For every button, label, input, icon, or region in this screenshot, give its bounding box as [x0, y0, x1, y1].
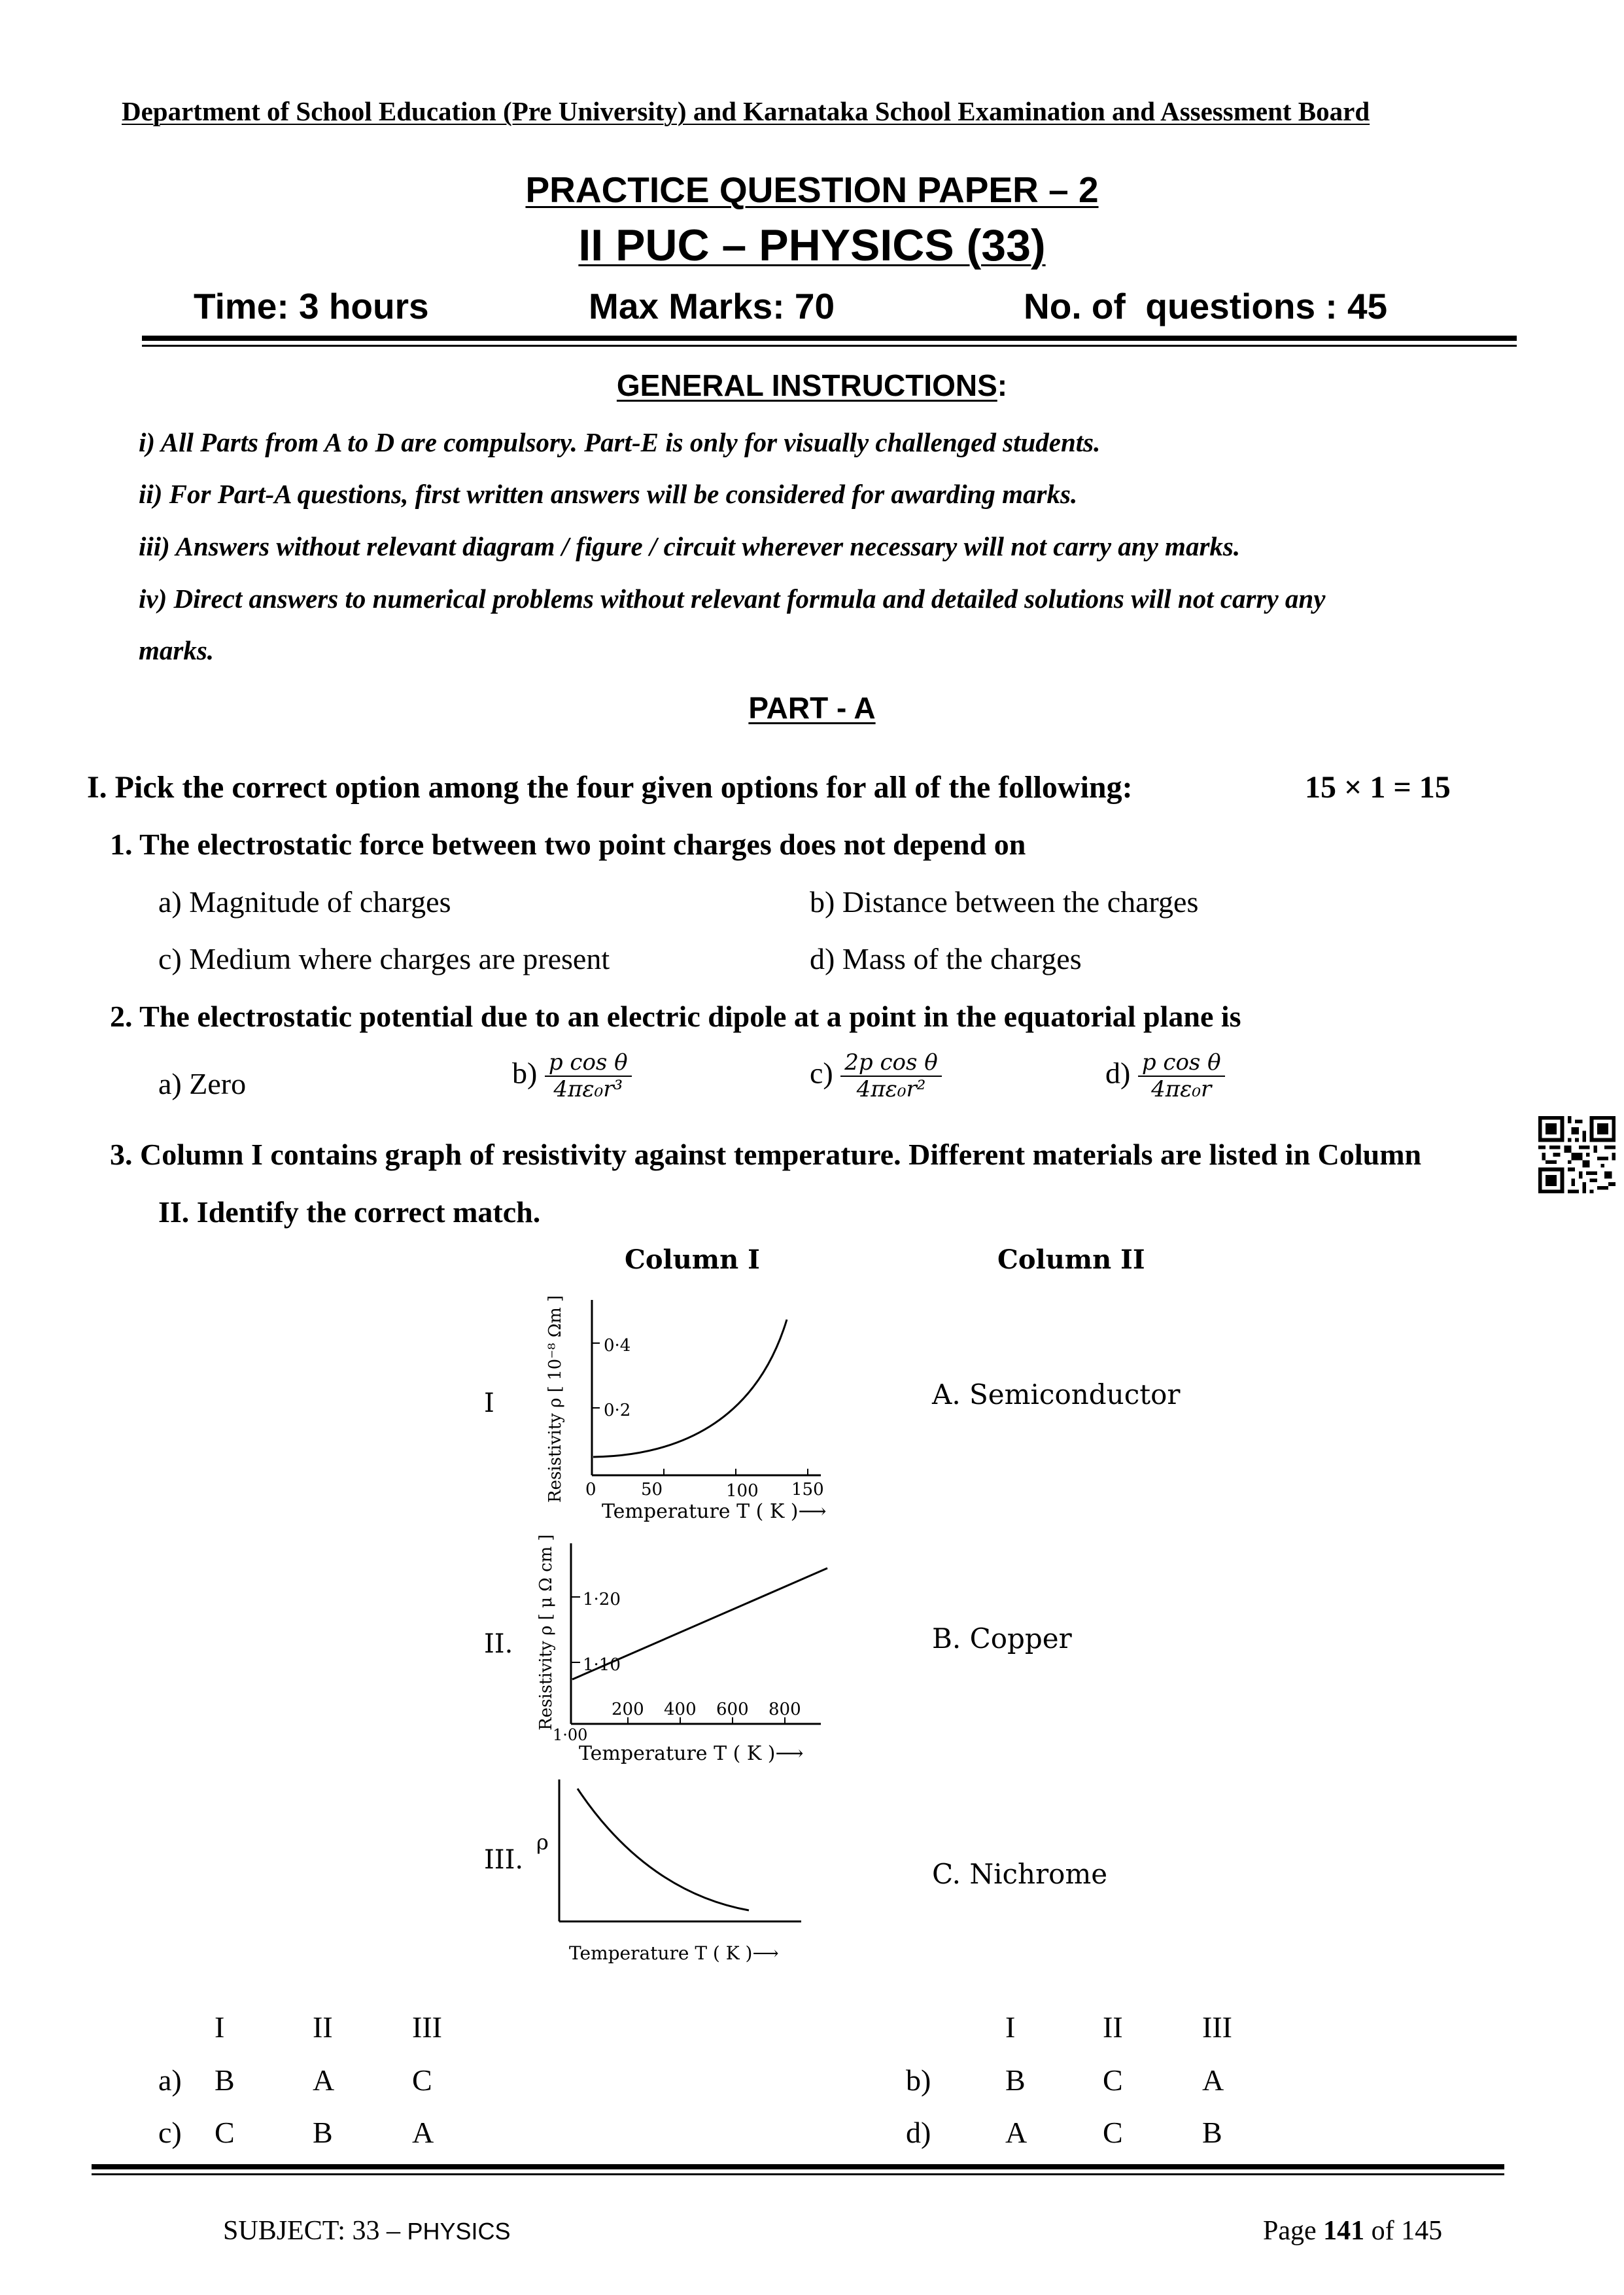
- footer-subject: [209, 2184, 511, 2247]
- graph-2-xtick-label: 200: [612, 1700, 644, 1719]
- graph-1-xtick-label: 50: [641, 1480, 663, 1499]
- footer-rule-thin: [92, 2173, 1504, 2175]
- graph-1-ytick-label: 0·4: [604, 1336, 631, 1356]
- q1-option-d: d) Mass of the charges: [810, 942, 1082, 975]
- q3-option-b-i: B: [1005, 2063, 1026, 2097]
- time-info: Time: 3 hours: [194, 286, 429, 326]
- num-questions-info: No. of questions : 45: [1024, 286, 1388, 326]
- fraction-numerator: 2p cos θ: [840, 1050, 941, 1077]
- paper-title: PRACTICE QUESTION PAPER – 2: [525, 169, 1099, 210]
- subject-title: II PUC – PHYSICS (33): [578, 220, 1046, 270]
- max-marks-info: Max Marks: 70: [589, 286, 835, 326]
- q2-option-d: [1105, 1050, 1225, 1102]
- instructions-heading: GENERAL INSTRUCTIONS:: [616, 368, 1008, 402]
- q3-option-b-label: b): [906, 2063, 931, 2097]
- q3-option-c-iii: A: [412, 2116, 434, 2149]
- part-a-heading: PART - A: [748, 691, 876, 725]
- graph-2-ytick-label: 1·10: [583, 1655, 621, 1675]
- q3-option-b-iii: A: [1202, 2063, 1224, 2097]
- fraction-numerator: p cos θ: [545, 1050, 632, 1077]
- graph-2-ylabel: Resistivity ρ [ μ Ω cm ]: [536, 1534, 556, 1730]
- question-3-line-1: 3. Column I contains graph of resistivity against temperature. Different materials are listed in Column: [110, 1138, 1422, 1171]
- options-header-left-i: I: [215, 2010, 225, 2044]
- board-header: Department of School Education (Pre University) and Karnataka School Examination and Assessment Board: [122, 96, 1370, 126]
- graph-2-roman: II.: [484, 1629, 513, 1659]
- graph-1-xlabel: Temperature T ( K )⟶: [602, 1500, 827, 1523]
- footer-subject-name: PHYSICS: [407, 2218, 511, 2245]
- graph-2-xtick-label: 400: [664, 1700, 697, 1719]
- instruction-2: ii) For Part-A questions, first written answers will be considered for awarding marks.: [139, 479, 1078, 509]
- fraction-numerator: p cos θ: [1138, 1050, 1225, 1077]
- material-c: C. Nichrome: [932, 1858, 1108, 1890]
- instruction-3: iii) Answers without relevant diagram / figure / circuit wherever necessary will not carry any marks.: [139, 531, 1241, 561]
- question-3-line-2: II. Identify the correct match.: [158, 1195, 541, 1229]
- column-ii-heading: Column II: [997, 1244, 1145, 1275]
- q2-option-b: [512, 1050, 632, 1102]
- q2-option-c: [810, 1050, 942, 1102]
- q2-option-b-fraction: [545, 1050, 632, 1102]
- q3-option-a-label: a): [158, 2063, 182, 2097]
- q3-option-c-i: C: [215, 2116, 235, 2149]
- q2-option-c-fraction: [840, 1050, 941, 1102]
- graph-2-xtick-label: 600: [716, 1700, 749, 1719]
- graph-1-roman: I: [484, 1388, 494, 1418]
- q3-option-c-ii: B: [313, 2116, 333, 2149]
- instruction-4: iv) Direct answers to numerical problems without relevant formula and detailed solutions will not carry any: [139, 584, 1326, 614]
- graph-1-xtick-label: 150: [791, 1480, 824, 1499]
- section-instruction: I. Pick the correct option among the four given options for all of the following:: [87, 770, 1133, 805]
- graph-1-ytick-label: 0·2: [604, 1401, 631, 1420]
- options-header-right-iii: III: [1202, 2010, 1232, 2044]
- q2-option-d-label: d): [1105, 1056, 1131, 1090]
- instruction-4-cont: marks.: [139, 635, 215, 665]
- q2-option-a: a) Zero: [158, 1067, 247, 1100]
- q2-option-b-label: b): [512, 1056, 538, 1090]
- graph-2-xlabel: Temperature T ( K )⟶: [579, 1742, 804, 1765]
- footer-page-current: 141: [1323, 2216, 1365, 2246]
- graph-1-xtick-label: 0: [585, 1480, 596, 1499]
- options-header-left-ii: II: [313, 2010, 333, 2044]
- q2-option-d-fraction: [1138, 1050, 1225, 1102]
- graph-3: [533, 1774, 873, 1971]
- footer-subject-prefix: SUBJECT: 33 –: [223, 2216, 407, 2246]
- q1-option-a: a) Magnitude of charges: [158, 885, 451, 919]
- q3-option-d-ii: C: [1103, 2116, 1123, 2149]
- q3-option-c-label: c): [158, 2116, 182, 2149]
- graph-1-ylabel: Resistivity ρ [ 10⁻⁸ Ωm ]: [545, 1295, 565, 1503]
- header-rule-thin: [142, 345, 1517, 347]
- column-i-heading: Column I: [625, 1244, 760, 1275]
- graph-1: [533, 1292, 873, 1528]
- fraction-denominator: 4πε₀r: [1151, 1076, 1212, 1103]
- graph-2-ytick-label: 1·00: [553, 1726, 588, 1744]
- question-2: 2. The electrostatic potential due to an electric dipole at a point in the equatorial plane is: [110, 1000, 1241, 1033]
- fraction-denominator: 4πε₀r³: [553, 1076, 623, 1103]
- instruction-1: i) All Parts from A to D are compulsory. Part-E is only for visually challenged students.: [139, 427, 1101, 457]
- q1-option-b: b) Distance between the charges: [810, 885, 1199, 919]
- graph-2-ytick-label: 1·20: [583, 1590, 621, 1609]
- graph-3-ylabel: ρ: [536, 1830, 549, 1855]
- footer-page-prefix: Page: [1263, 2216, 1324, 2246]
- material-b: B. Copper: [932, 1622, 1072, 1655]
- options-header-right-ii: II: [1103, 2010, 1123, 2044]
- q1-option-c: c) Medium where charges are present: [158, 942, 610, 975]
- footer-page-number: [1249, 2184, 1442, 2247]
- question-1: 1. The electrostatic force between two point charges does not depend on: [110, 828, 1026, 861]
- qr-code: [1538, 1116, 1615, 1193]
- q3-option-b-ii: C: [1103, 2063, 1123, 2097]
- options-header-right-i: I: [1005, 2010, 1016, 2044]
- graph-3-xlabel: Temperature T ( K )⟶: [569, 1942, 779, 1964]
- graph-2: [533, 1534, 873, 1770]
- q3-option-a-iii: C: [412, 2063, 432, 2097]
- q3-option-d-i: A: [1005, 2116, 1028, 2149]
- graph-3-roman: III.: [484, 1845, 524, 1875]
- graph-1-xtick-label: 100: [726, 1481, 759, 1501]
- section-marks: 15 × 1 = 15: [1305, 770, 1451, 805]
- footer-page-suffix: of 145: [1364, 2216, 1443, 2246]
- footer-rule-thick: [92, 2164, 1504, 2169]
- material-a: A. Semiconductor: [932, 1378, 1181, 1410]
- q3-option-d-label: d): [906, 2116, 931, 2149]
- q3-option-a-ii: A: [313, 2063, 335, 2097]
- graph-3-curve: [578, 1789, 749, 1910]
- q3-option-d-iii: B: [1202, 2116, 1222, 2149]
- graph-2-xtick-label: 800: [769, 1700, 801, 1719]
- header-rule-thick: [142, 336, 1517, 341]
- options-header-left-iii: III: [412, 2010, 442, 2044]
- fraction-denominator: 4πε₀r²: [856, 1076, 926, 1103]
- q2-option-c-label: c): [810, 1056, 833, 1090]
- q3-option-a-i: B: [215, 2063, 235, 2097]
